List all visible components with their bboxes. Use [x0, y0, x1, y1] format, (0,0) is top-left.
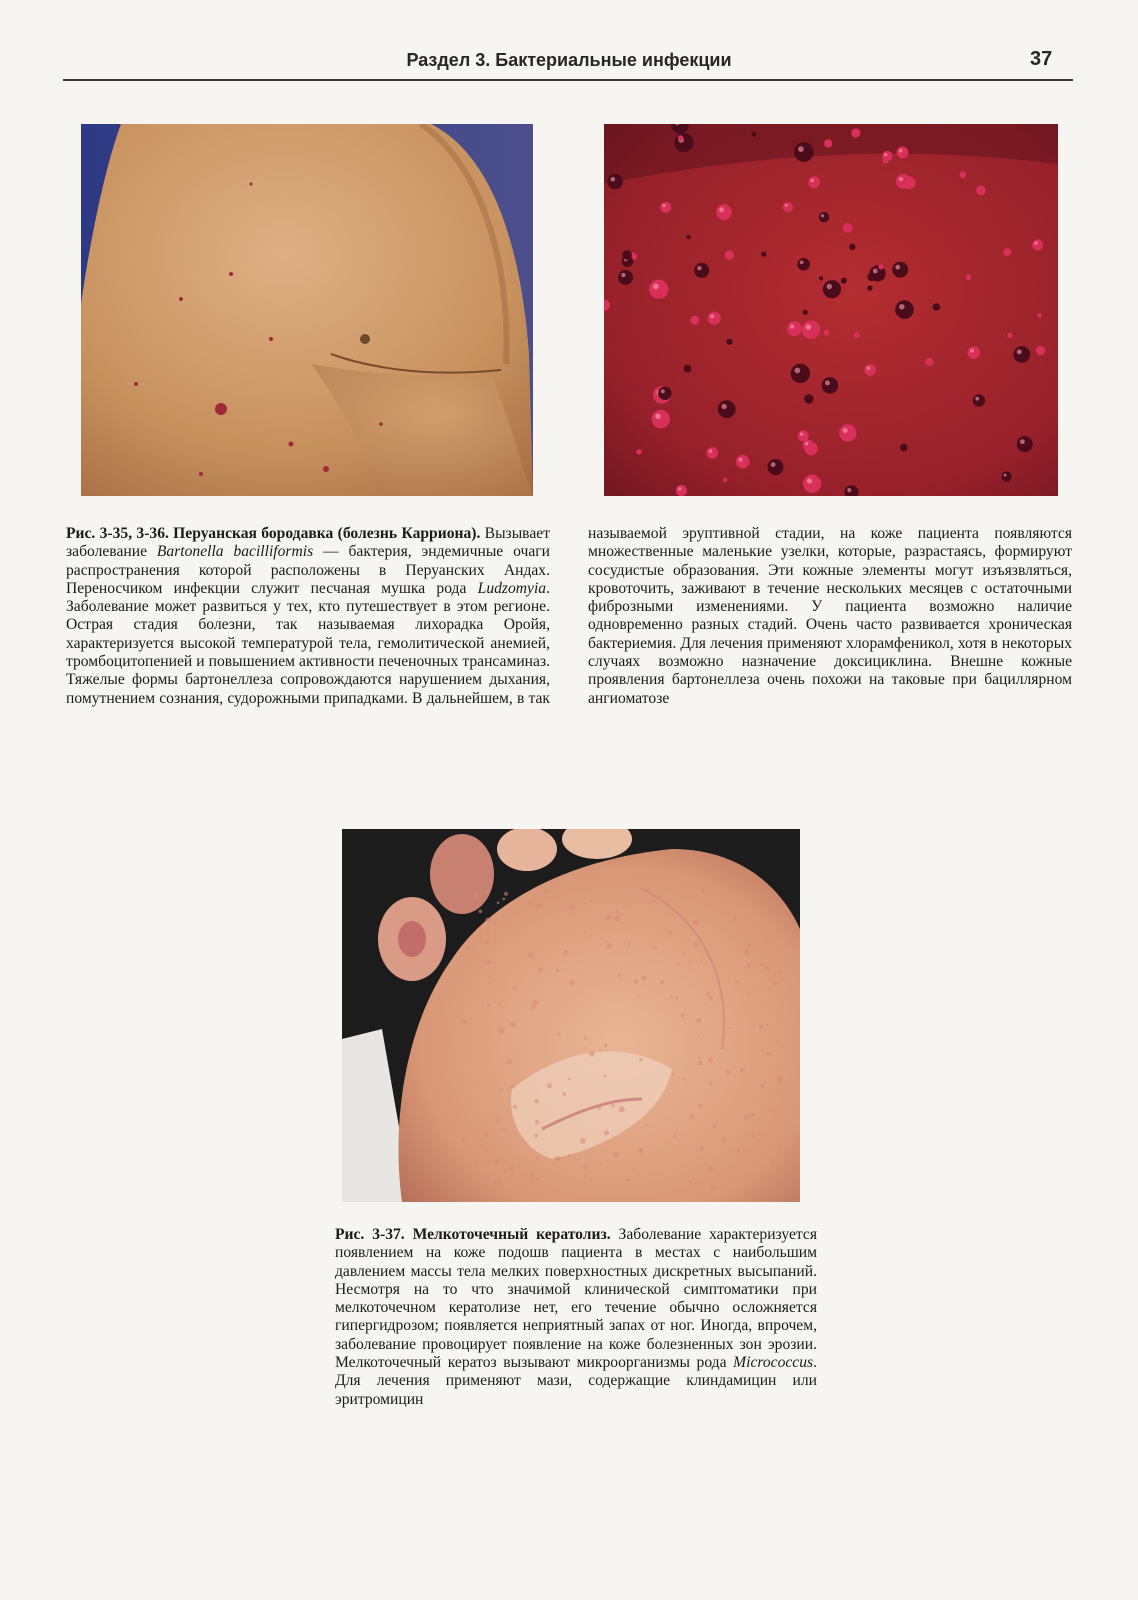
papule-lesion [864, 364, 876, 376]
papule-highlight [653, 284, 659, 290]
papule-highlight [806, 324, 812, 330]
keratolysis-pit [777, 1144, 783, 1150]
keratolysis-pit [641, 976, 646, 981]
keratolysis-pit [494, 1176, 499, 1181]
keratolysis-pit [537, 1178, 540, 1181]
papule-highlight [873, 269, 878, 274]
keratolysis-pit [638, 996, 640, 998]
keratolysis-pit [683, 1078, 686, 1081]
keratolysis-pit [672, 1073, 675, 1076]
keratolysis-pit [735, 980, 738, 983]
papule-highlight [655, 414, 661, 420]
keratolysis-pit [764, 938, 767, 941]
keratolysis-pit [768, 1109, 771, 1112]
keratolysis-pit [497, 901, 500, 904]
keratolysis-pit [741, 887, 745, 891]
caption-bottom-text-1: Заболевание характеризуется появлением на коже подошв пациента в местах с наибольшим давлением массы тела мелких поверхностных дискретных высыпаний. Несмотря на то что значимой клинической симптоматики при мелкоточечном кератолизе нет, его течение обычно осложняется гипергидрозом; появляется неприятный запах от ног. Иногда, впрочем, заболевание провоцирует появление на коже болезненных зон эрозии. Мелкоточечный кератоз вызывают микроорганизмы рода [335, 1226, 817, 1372]
keratolysis-pit [536, 1156, 539, 1159]
papule-lesion [973, 394, 985, 406]
keratolysis-pit [604, 1074, 607, 1077]
keratolysis-pit [461, 1019, 466, 1024]
papule-lesion [803, 440, 814, 451]
caption-top-text-1: Вызывает заболевание [66, 525, 551, 561]
papule-lesion [684, 365, 692, 373]
keratolysis-pit [545, 889, 550, 894]
papule-lesion [1036, 346, 1045, 355]
keratolysis-pit [639, 1058, 642, 1061]
keratolysis-pit [764, 966, 769, 971]
papule-lesion [895, 300, 914, 319]
section-title: Раздел 3. Бактериальные инфекции [406, 50, 732, 70]
keratolysis-pit [500, 1088, 502, 1090]
keratolysis-pit [634, 979, 639, 984]
papule-lesion [849, 244, 855, 250]
keratolysis-pit [496, 1119, 500, 1123]
keratolysis-pit [513, 1105, 517, 1109]
keratolysis-pit [606, 943, 612, 949]
keratolysis-pit [507, 1059, 513, 1065]
keratolysis-pit [498, 1003, 501, 1006]
keratolysis-pit [713, 1124, 717, 1128]
papule-highlight [1034, 242, 1037, 245]
keratolysis-pit [498, 1028, 504, 1034]
keratolysis-pit [673, 1134, 677, 1138]
papule-lesion [658, 387, 671, 400]
keratolysis-pit [776, 1088, 779, 1091]
papule-lesion [1003, 248, 1011, 256]
papule-lesion [841, 278, 847, 284]
keratolysis-pit [709, 998, 712, 1001]
keratolysis-pit [474, 1160, 479, 1165]
keratolysis-pit [748, 943, 752, 947]
papule-lesion [690, 316, 699, 325]
keratolysis-pit [760, 963, 764, 967]
keratolysis-pit [532, 1000, 538, 1006]
keratolysis-pit [689, 961, 692, 964]
papule-highlight [1020, 439, 1025, 444]
papule-lesion [803, 310, 808, 315]
papule-highlight [721, 404, 726, 409]
keratolysis-pit [568, 1154, 570, 1156]
keratolysis-pit [479, 910, 483, 914]
keratolysis-pit [502, 898, 505, 901]
keratolysis-pit [728, 1027, 730, 1029]
papule-lesion [708, 312, 721, 325]
keratolysis-pit [696, 1018, 701, 1023]
keratolysis-pit [652, 899, 656, 903]
papule-highlight [843, 428, 848, 433]
keratolysis-pit [660, 980, 664, 984]
papule-highlight [825, 380, 830, 385]
papule-highlight [899, 304, 905, 310]
keratolysis-pit [766, 1052, 770, 1056]
keratolysis-pit [777, 1076, 783, 1082]
keratolysis-pit [644, 886, 650, 892]
keratolysis-pit [709, 1081, 713, 1085]
papule-lesion [791, 364, 810, 383]
keratolysis-pit [538, 968, 543, 973]
keratolysis-pit [766, 1024, 769, 1027]
papule-lesion [725, 251, 734, 260]
papule-lesion [839, 424, 856, 441]
keratolysis-pit [698, 1057, 700, 1059]
keratolysis-pit [599, 1049, 601, 1051]
keratolysis-pit [547, 1083, 552, 1088]
keratolysis-pit [535, 1120, 540, 1125]
keratolysis-pit [563, 950, 569, 956]
keratolysis-pit [776, 929, 781, 934]
papule-lesion [933, 303, 941, 311]
papule-highlight [821, 214, 824, 217]
papule-lesion [652, 410, 670, 428]
keratolysis-pit [534, 1099, 539, 1104]
caption-figures-3-35-3-36 [66, 525, 1072, 708]
keratolysis-pit [606, 916, 611, 921]
keratolysis-pit [638, 1148, 644, 1154]
papule-lesion [736, 455, 750, 469]
papule-lesion [1037, 313, 1042, 318]
caption-bottom-text-2: . Для лечения применяют мази, содержащие клиндамицин или эритромицин [335, 1354, 817, 1408]
caption-top-italic-2: Ludzomyia [477, 579, 547, 597]
papule-lesion [716, 204, 732, 220]
papule-highlight [800, 261, 804, 265]
papule-highlight [798, 146, 804, 152]
keratolysis-pit [536, 904, 541, 909]
papule-lesion [843, 223, 853, 233]
keratolysis-pit [774, 975, 777, 978]
keratolysis-pit [485, 918, 490, 923]
keratolysis-pit [570, 904, 576, 910]
keratolysis-pit [604, 1130, 609, 1135]
keratolysis-pit [668, 931, 672, 935]
keratolysis-pit [562, 1092, 566, 1096]
papule-lesion [622, 250, 632, 260]
papule-highlight [697, 266, 701, 270]
keratolysis-pit [740, 1068, 745, 1073]
keratolysis-pit [722, 1137, 727, 1142]
papule-highlight [811, 179, 815, 183]
papule-lesion [960, 172, 967, 179]
keratolysis-pit [512, 986, 516, 990]
papule-highlight [899, 149, 903, 153]
keratolysis-pit [760, 1084, 765, 1089]
keratolysis-pit [580, 1138, 586, 1144]
keratolysis-pit [707, 1166, 713, 1172]
keratolysis-pit [747, 963, 752, 968]
keratolysis-pit [604, 1044, 608, 1048]
keratolysis-pit [736, 1149, 740, 1153]
keratolysis-pit [555, 1156, 560, 1161]
papule-highlight [710, 314, 714, 318]
keratolysis-pit [700, 959, 702, 961]
keratolysis-pit [778, 1152, 781, 1155]
keratolysis-pit [619, 1106, 625, 1112]
papule-lesion [636, 449, 641, 454]
keratolysis-pit [502, 1128, 507, 1133]
papule-lesion [808, 176, 820, 188]
keratolysis-pit [528, 901, 531, 904]
keratolysis-pit [534, 1134, 538, 1138]
keratolysis-pit [675, 996, 678, 999]
keratolysis-pit [589, 1178, 592, 1181]
keratolysis-pit [778, 970, 782, 974]
keratolysis-pit [606, 1160, 608, 1162]
papule-lesion [1007, 333, 1012, 338]
keratolysis-pit [708, 1057, 713, 1062]
papule-lesion [823, 280, 841, 298]
papule-lesion [794, 142, 814, 162]
keratolysis-pit [750, 1113, 754, 1117]
papule-lesion [768, 459, 784, 475]
papule-lesion [802, 321, 820, 339]
keratolysis-pit [598, 1107, 601, 1110]
papule-highlight [662, 204, 665, 207]
caption-top-italic-1: Bartonella bacilliformis [156, 543, 314, 561]
papule-highlight [719, 207, 724, 212]
keratolysis-pit [528, 952, 534, 958]
papule-lesion [686, 235, 690, 239]
papule-lesion [752, 132, 757, 137]
keratolysis-pit [584, 1036, 588, 1040]
papule-highlight [790, 324, 794, 328]
papule-lesion [824, 330, 830, 336]
keratolysis-pit [529, 1174, 534, 1179]
papule-highlight [895, 265, 900, 270]
papule-highlight [975, 397, 979, 401]
keratolysis-pit [566, 1116, 568, 1118]
keratolysis-pit [682, 952, 685, 955]
papule-lesion [854, 332, 860, 338]
papule-lesion [819, 276, 823, 280]
papule-lesion [976, 186, 986, 196]
page-number: 37 [1030, 48, 1053, 70]
keratolysis-pit [751, 1134, 755, 1138]
papule-lesion [649, 280, 668, 299]
papule-lesion [787, 321, 802, 336]
keratolysis-pit [583, 1164, 589, 1170]
papule-highlight [678, 487, 681, 490]
keratolysis-pit [615, 916, 620, 921]
keratolysis-pit [589, 1051, 595, 1057]
papule-highlight [847, 488, 851, 492]
keratolysis-pit [700, 1146, 705, 1151]
keratolysis-pit [744, 1115, 749, 1120]
papule-highlight [827, 284, 832, 289]
keratolysis-pit [569, 980, 575, 986]
keratolysis-pit [693, 920, 699, 926]
papule-highlight [621, 273, 625, 277]
keratolysis-pit [681, 1014, 685, 1018]
keratolysis-pit [677, 963, 680, 966]
keratolysis-pit [568, 1078, 571, 1081]
papule-lesion [675, 133, 694, 152]
caption-top-lead: Рис. 3-35, 3-36. Перуанская бородавка (болезнь Карриона). [66, 525, 481, 542]
papule-lesion [1002, 472, 1012, 482]
keratolysis-pit [694, 941, 699, 946]
papule-highlight [1017, 349, 1022, 354]
papule-lesion [676, 485, 687, 496]
papule-highlight [970, 349, 974, 353]
papule-lesion [900, 444, 908, 452]
keratolysis-pit [497, 1181, 502, 1186]
keratolysis-pit [626, 1178, 629, 1181]
keratolysis-pit [689, 1114, 694, 1119]
keratolysis-pit [653, 946, 656, 949]
keratolysis-pit [511, 1085, 514, 1088]
papule-lesion [851, 128, 860, 137]
keratolysis-pit [701, 889, 705, 893]
papule-lesion [878, 264, 883, 269]
papule-lesion [822, 377, 839, 394]
papule-lesion [607, 174, 622, 189]
figure-3-36-photo [604, 124, 1058, 496]
keratolysis-pit [485, 890, 489, 894]
papule-highlight [800, 433, 803, 436]
papule-lesion [726, 339, 732, 345]
papule-highlight [884, 153, 887, 156]
papule-lesion [694, 263, 709, 278]
papule-lesion [819, 212, 829, 222]
caption-bottom-italic-1: Micrococcus [733, 1354, 814, 1372]
keratolysis-pit [725, 1069, 730, 1074]
papule-lesion [867, 285, 872, 290]
keratolysis-pit [627, 943, 630, 946]
papule-lesion [883, 158, 888, 163]
keratolysis-pit [487, 1004, 491, 1008]
keratolysis-pit [645, 1124, 647, 1126]
keratolysis-pit [773, 981, 777, 985]
papule-lesion [896, 174, 911, 189]
keratolysis-pit [776, 1039, 778, 1041]
papule-highlight [709, 450, 712, 453]
figure-3-35-photo [81, 124, 533, 496]
papule-lesion [678, 135, 683, 140]
caption-figure-3-37 [335, 1226, 817, 1409]
keratolysis-pit [493, 1182, 497, 1186]
caption-top-text-3: . Заболевание может развиться у тех, кто путешествует в этом регионе. Острая стадия болезни, так называемая лихорадка Оройя, характеризуется высокой температурой тела, гемолитической анемией, тромбоцитопенией и повышением активности печеночных трансаминаз. Тяжелые формы бартонеллеза сопровождаются нарушением дыхания, помутнением сознания, судорожными припадками. В дальнейшем, в так называемой эруптивной стадии, на коже пациента появляются множественные маленькие узелки, которые, разрастаясь, формируют сосудистые образования. Эти кожные элементы могут изъязвляться, кровоточить, заживают в течение нескольких месяцев с остаточными фиброзными изменениями. У пациента возможно наличие одновременно разных стадий. Очень часто развивается хроническая бактериемия. Для лечения применяют хлорамфеникол, хотя в некоторых случаях возможно назначение доксициклина. Внешне кожные проявления бартонеллеза очень похожи на таковые при бациллярном ангиоматозе [66, 525, 1072, 707]
figure-3-36-image [604, 124, 1058, 496]
keratolysis-pit [484, 1147, 488, 1151]
papule-lesion [966, 275, 971, 280]
papule-lesion [968, 346, 981, 359]
figure-3-35-image [81, 124, 533, 496]
papule-highlight [805, 442, 808, 445]
papule-highlight [611, 177, 616, 182]
keratolysis-pit [747, 992, 750, 995]
papule-lesion [803, 475, 821, 493]
keratolysis-pit [488, 975, 491, 978]
papule-highlight [771, 462, 776, 467]
keratolysis-pit [504, 892, 508, 896]
keratolysis-pit [744, 949, 749, 954]
papule-lesion [761, 252, 766, 257]
papule-lesion [723, 478, 727, 482]
caption-top-text-2: — бактерия, эндемичные очаги распространения которой расположены в Перуанских Андах. Переносчиком инфекции служит песчаная мушка рода [66, 543, 550, 597]
figure-3-37-photo [342, 829, 800, 1202]
keratolysis-pit [604, 939, 607, 942]
keratolysis-pit [590, 934, 592, 936]
papule-lesion [1017, 436, 1033, 452]
keratolysis-pit [510, 1022, 516, 1028]
keratolysis-pit [658, 895, 662, 899]
keratolysis-pit [484, 1175, 489, 1180]
keratolysis-pit [611, 1104, 615, 1108]
keratolysis-pit [771, 1163, 775, 1167]
keratolysis-pit [556, 969, 560, 973]
papule-lesion [804, 394, 813, 403]
keratolysis-pit [617, 974, 621, 978]
keratolysis-pit [494, 1159, 499, 1164]
keratolysis-pit [466, 945, 470, 949]
keratolysis-pit [483, 1132, 488, 1137]
papule-highlight [785, 204, 788, 207]
papule-highlight [795, 368, 801, 374]
papule-highlight [807, 478, 812, 483]
papule-highlight [1004, 474, 1007, 477]
papule-lesion [897, 147, 909, 159]
keratolysis-pit [558, 1033, 561, 1036]
papule-highlight [661, 389, 665, 393]
keratolysis-pit [487, 960, 492, 965]
keratolysis-pit [698, 1103, 703, 1108]
keratolysis-pit [689, 1180, 692, 1183]
papule-lesion [824, 139, 832, 147]
keratolysis-pit [485, 940, 489, 944]
keratolysis-pit [706, 992, 710, 996]
papule-lesion [797, 258, 810, 271]
keratolysis-pit [472, 894, 477, 899]
papule-lesion [798, 430, 809, 441]
keratolysis-pit [759, 1024, 764, 1029]
keratolysis-pit [531, 1005, 536, 1010]
papule-lesion [718, 400, 736, 418]
papule-lesion [783, 202, 793, 212]
papule-highlight [867, 366, 871, 370]
keratolysis-pit [615, 909, 619, 913]
papule-lesion [707, 447, 719, 459]
caption-bottom-lead: Рис. 3-37. Мелкоточечный кератолиз. [335, 1226, 611, 1243]
keratolysis-pit [637, 1173, 640, 1176]
keratolysis-pit [462, 1138, 466, 1142]
figure-3-37-image [342, 829, 800, 1202]
papule-lesion [1032, 239, 1043, 250]
papule-lesion [618, 270, 633, 285]
keratolysis-pit [486, 932, 489, 935]
papule-highlight [899, 177, 903, 181]
keratolysis-pit [733, 916, 737, 920]
keratolysis-pit [697, 1061, 702, 1066]
papule-lesion [660, 202, 671, 213]
header-divider [63, 79, 1073, 81]
keratolysis-pit [761, 1175, 764, 1178]
papule-highlight [739, 458, 743, 462]
keratolysis-pit [670, 995, 673, 998]
keratolysis-pit [509, 1166, 514, 1171]
keratolysis-pit [584, 1047, 586, 1049]
papule-lesion [892, 262, 908, 278]
papule-lesion [1014, 346, 1031, 363]
keratolysis-pit [590, 900, 592, 902]
keratolysis-pit [672, 892, 674, 894]
papule-lesion [925, 358, 933, 366]
keratolysis-pit [711, 1186, 716, 1191]
keratolysis-pit [613, 1152, 619, 1158]
keratolysis-pit [697, 1035, 699, 1037]
